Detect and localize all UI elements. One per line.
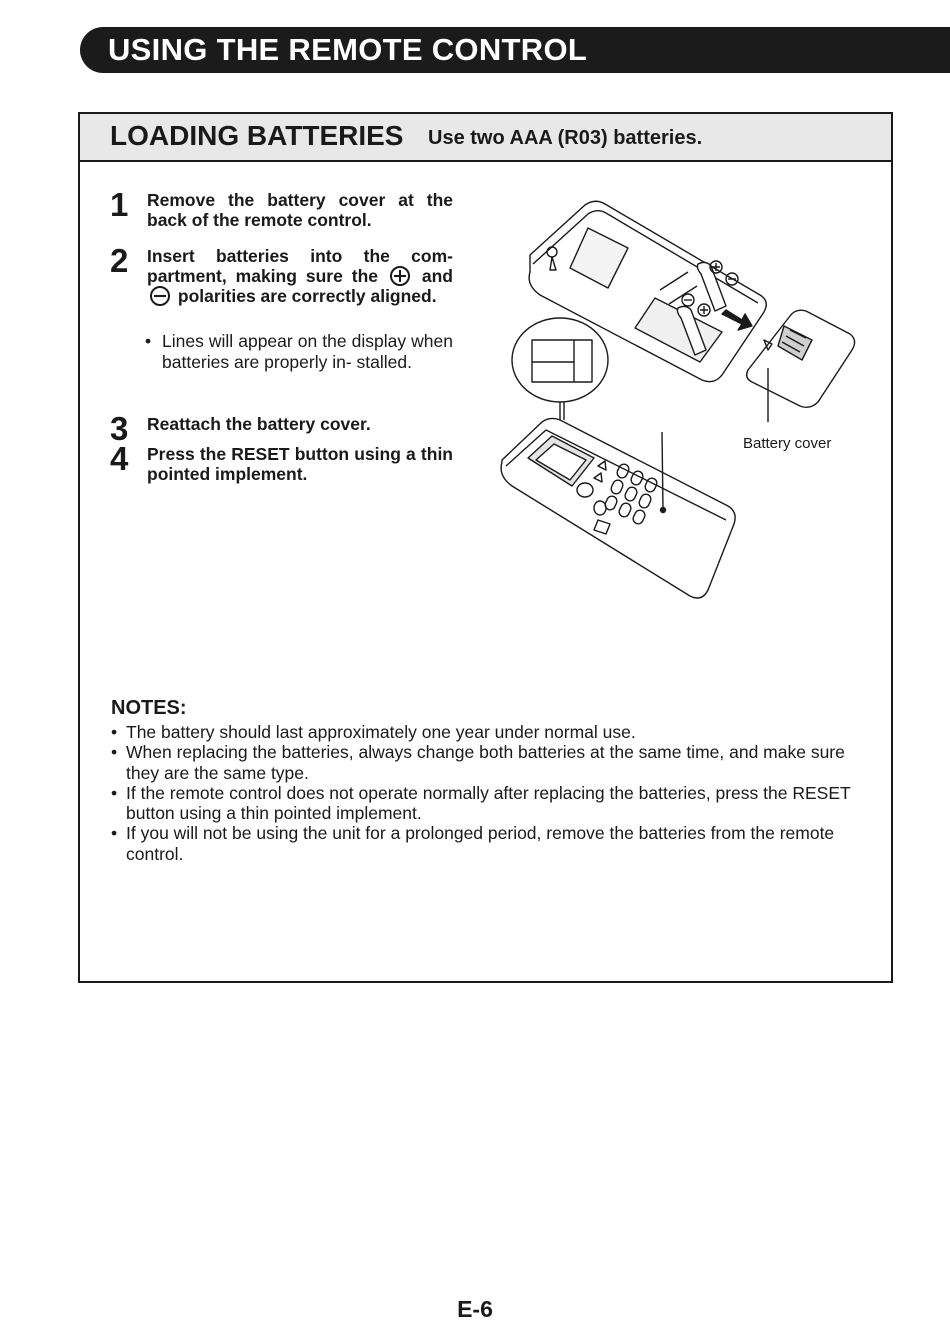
section-header-bar bbox=[80, 27, 950, 73]
plus-polarity-icon bbox=[390, 266, 410, 286]
note-item bbox=[111, 722, 871, 742]
notes-list bbox=[111, 722, 871, 864]
step-1 bbox=[110, 186, 455, 235]
notes-heading: NOTES: bbox=[111, 697, 187, 719]
note-text: If you will not be using the unit for a prolonged period, remove the batteries from the remote control. bbox=[126, 823, 835, 864]
battery-cover-label: Battery cover bbox=[743, 435, 832, 452]
reset-pointer-line bbox=[662, 432, 663, 510]
remote-back-illustration bbox=[529, 201, 766, 381]
step-4 bbox=[110, 440, 455, 489]
section-title: LOADING BATTERIES bbox=[110, 120, 404, 151]
page-title: USING THE REMOTE CONTROL bbox=[108, 32, 588, 67]
bullet: • bbox=[111, 742, 118, 763]
step-text: Press the RESET button using a thin pointed implement. bbox=[147, 444, 453, 484]
step-number: 3 bbox=[110, 410, 129, 447]
box-header bbox=[80, 114, 891, 162]
note-item bbox=[111, 742, 871, 783]
note-item bbox=[111, 783, 871, 824]
step-text-part-b: and bbox=[421, 266, 453, 286]
bullet: • bbox=[111, 782, 118, 803]
remote-front-illustration bbox=[501, 418, 735, 598]
remote-battery-illustration bbox=[490, 190, 870, 610]
note-text: The battery should last approximately one year under normal use. bbox=[126, 722, 636, 742]
note-item bbox=[111, 823, 871, 864]
bullet: • bbox=[111, 722, 118, 742]
note-text: When replacing the batteries, always change both batteries at the same time, and make sure they are the same type. bbox=[126, 742, 845, 783]
page-number: E-6 bbox=[457, 1296, 493, 1322]
minus-polarity-icon bbox=[150, 286, 170, 306]
step-text-part-a: Insert batteries into the com- partment, making sure the bbox=[147, 246, 453, 286]
bullet: • bbox=[111, 823, 118, 844]
display-zoom-circle bbox=[512, 318, 608, 420]
step-2 bbox=[110, 242, 455, 331]
step-text-part-c: polarities are correctly aligned. bbox=[177, 286, 437, 306]
step-number: 1 bbox=[110, 186, 129, 223]
step-number: 4 bbox=[110, 440, 129, 477]
battery-cover-illustration bbox=[747, 310, 855, 422]
step-3 bbox=[110, 410, 455, 447]
note-text: If the remote control does not operate normally after replacing the batteries, press the RESET button using a thin pointed implement. bbox=[126, 782, 851, 824]
bullet: • bbox=[145, 331, 152, 351]
step-text: Reattach the battery cover. bbox=[147, 414, 371, 434]
step-text: Remove the battery cover at the back of the remote control. bbox=[147, 190, 453, 230]
note-text: Lines will appear on the display when batteries are properly in- stalled. bbox=[162, 331, 453, 372]
step-text bbox=[147, 246, 453, 306]
section-subtitle: Use two AAA (R03) batteries. bbox=[428, 127, 703, 149]
step-number: 2 bbox=[110, 242, 129, 279]
